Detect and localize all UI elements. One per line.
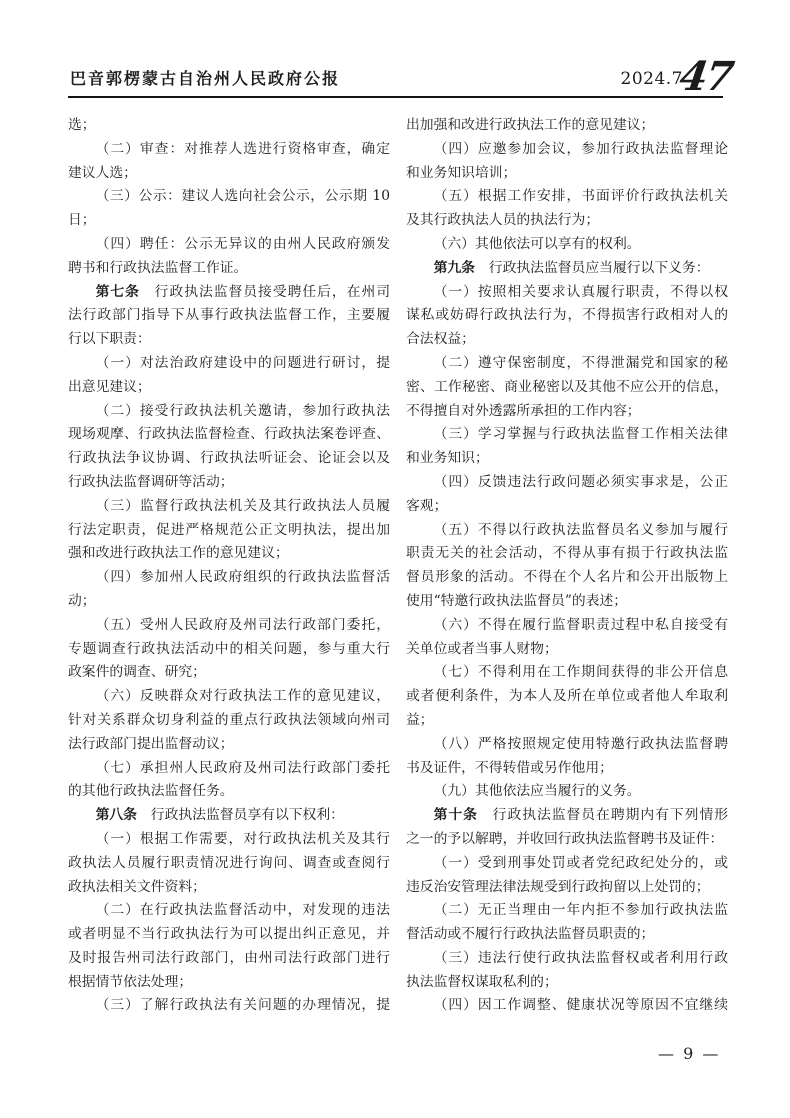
text-line: 执法监督权谋取私利的； [406,973,558,990]
text-line: 益； [406,711,434,728]
text-line: 第七条 行政执法监督员接受聘任后，在州司 [95,283,391,300]
text-line: 第八条 行政执法监督员享有以下权利： [95,807,344,824]
page-header [68,53,736,100]
text-line: 法行政部门指导下从事行政执法监督工作，主要履 [68,307,390,324]
text-line: 出加强和改进行政执法工作的意见建议； [406,117,655,133]
text-line: 现场观摩、行政执法监督检查、行政执法案卷评查、 [68,426,390,443]
text-line: （一）按照相关要求认真履行职责，不得以权 [433,283,728,300]
text-line: 政执法相关文件资料； [68,878,206,895]
text-line: 法行政部门提出监督动议； [68,735,234,752]
text-line: 客观； [406,497,448,514]
text-line: 及时报告州司法行政部门，由州司法行政部门进行 [68,949,390,966]
text-line: （五）受州人民政府及州司法行政部门委托， [95,616,390,633]
text-line: 选； [68,117,96,133]
text-line: 或者便利条件，为本人及所在单位或者他人牟取利 [406,688,728,705]
text-line: （五）不得以行政执法监督员名义参加与履行 [433,521,728,538]
text-line: （四）反馈违法行政问题必须实事求是，公正 [433,473,728,490]
text-line: 行以下职责： [68,331,151,348]
article-number: 第七条 [95,283,140,300]
text-line: （一）根据工作需要，对行政执法机关及其行 [95,830,390,847]
text-line: （二）审查：对推荐人选进行资格审查，确定 [95,140,390,157]
text-line: 谋私或妨碍行政执法行为，不得损害行政相对人的 [406,307,728,324]
text-line: 根据情节依法处理； [68,973,193,990]
text-line: 之一的予以解聘，并收回行政执法监督聘书及证件： [406,830,724,847]
text-line: （四）因工作调整、健康状况等原因不宜继续 [433,997,728,1014]
text-line: （三）公示：建议人选向社会公示，公示期 10 [95,188,390,205]
article-number: 第八条 [95,807,137,824]
text-line: （二）遵守保密制度，不得泄漏党和国家的秘 [433,354,728,371]
article-number: 第九条 [433,259,475,276]
text-line: 建议人选； [68,164,137,181]
text-line: （二）接受行政执法机关邀请，参加行政执法 [95,402,390,419]
text-line: （四）应邀参加会议，参加行政执法监督理论 [433,140,728,157]
text-line: 督活动或不履行行政执法监督员职责的； [406,926,655,943]
text-line: 书及证件，不得转借或另作他用； [406,759,613,776]
article-number: 第十条 [433,807,478,824]
issue-number: 47 [677,53,736,100]
page-footer [0,1044,790,1068]
text-line: （四）参加州人民政府组织的行政执法监督活 [95,569,390,586]
text-line: （六）不得在履行监督职责过程中私自接受有 [433,616,728,633]
text-line: 职责无关的社会活动，不得从事有损于行政执法监 [406,545,728,562]
text-line: （二）无正当理由一年内拒不参加行政执法监 [433,902,728,919]
text-line: （四）聘任：公示无异议的由州人民政府颁发 [95,235,390,252]
text-line: 或者明显不当行政执法行为可以提出纠正意见，并 [68,926,390,943]
text-line: 和业务知识培训； [406,164,517,181]
text-line: 密、工作秘密、商业秘密以及其他不应公开的信息， [406,378,728,395]
publication-title: 巴音郭楞蒙古自治州人民政府公报 [70,69,341,88]
text-line: 关单位或者当事人财物； [406,640,558,657]
text-line: （一）受到刑事处罚或者党纪政纪处分的，或 [433,854,728,871]
column-left [68,114,390,1018]
text-line: 行法定职责，促进严格规范公正文明执法，提出加 [68,521,390,538]
text-line: 违反治安管理法律法规受到行政拘留以上处罚的； [406,878,710,895]
text-line: 第十条 行政执法监督员在聘期内有下列情形 [433,807,729,824]
text-line: 行政执法争议协调、行政执法听证会、论证会以及 [68,450,390,467]
text-line: （二）在行政执法监督活动中，对发现的违法 [95,902,390,919]
text-line: （六）其他依法可以享有的权利。 [433,235,641,252]
text-line: 动； [68,592,96,609]
issue-date: 2024.7 [620,69,683,89]
text-line: 专题调查行政执法活动中的相关问题，参与重大行 [68,640,390,657]
text-line: 及其行政执法人员的执法行为； [406,212,600,229]
column-right [406,114,728,1018]
text-line: （五）根据工作安排，书面评价行政执法机关 [433,188,728,205]
text-line: （七）不得利用在工作期间获得的非公开信息 [433,664,728,681]
text-line: 出意见建议； [68,378,151,395]
content-columns [68,114,728,1018]
text-line: （八）严格按照规定使用特邀行政执法监督聘 [433,735,728,752]
text-line: 使用“特邀行政执法监督员”的表述； [406,592,628,609]
text-line: 行政执法监督调研等活动； [68,473,234,490]
text-line: 日； [68,212,96,229]
text-line: 不得擅自对外透露所承担的工作内容； [406,402,641,419]
text-line: 针对关系群众切身利益的重点行政执法领域向州司 [68,711,390,728]
text-line: 的其他行政执法监督任务。 [68,783,234,800]
text-line: 聘书和行政执法监督工作证。 [68,259,248,276]
page-number: — 9 — [658,1044,721,1063]
text-line: （七）承担州人民政府及州司法行政部门委托 [95,759,390,776]
text-line: （三）违法行使行政执法监督权或者利用行政 [433,949,728,966]
text-line: 督员形象的活动。不得在个人名片和公开出版物上 [406,569,728,586]
text-line: 强和改进行政执法工作的意见建议； [68,545,289,562]
text-line: （六）反映群众对行政执法工作的意见建议， [95,688,390,705]
text-line: （三）监督行政执法机关及其行政执法人员履 [95,497,390,514]
text-line: （三）了解行政执法有关问题的办理情况，提 [95,997,390,1014]
text-line: 政执法人员履行职责情况进行询问、调查或查阅行 [68,854,390,871]
text-line: 和业务知识； [406,450,489,467]
text-line: 第九条 行政执法监督员应当履行以下义务： [433,259,710,276]
text-line: （三）学习掌握与行政执法监督工作相关法律 [433,426,728,443]
text-line: 政案件的调查、研究； [68,664,206,681]
text-line: （一）对法治政府建设中的问题进行研讨，提 [95,354,390,371]
text-line: （九）其他依法应当履行的义务。 [433,783,641,800]
text-line: 合法权益； [406,331,475,348]
